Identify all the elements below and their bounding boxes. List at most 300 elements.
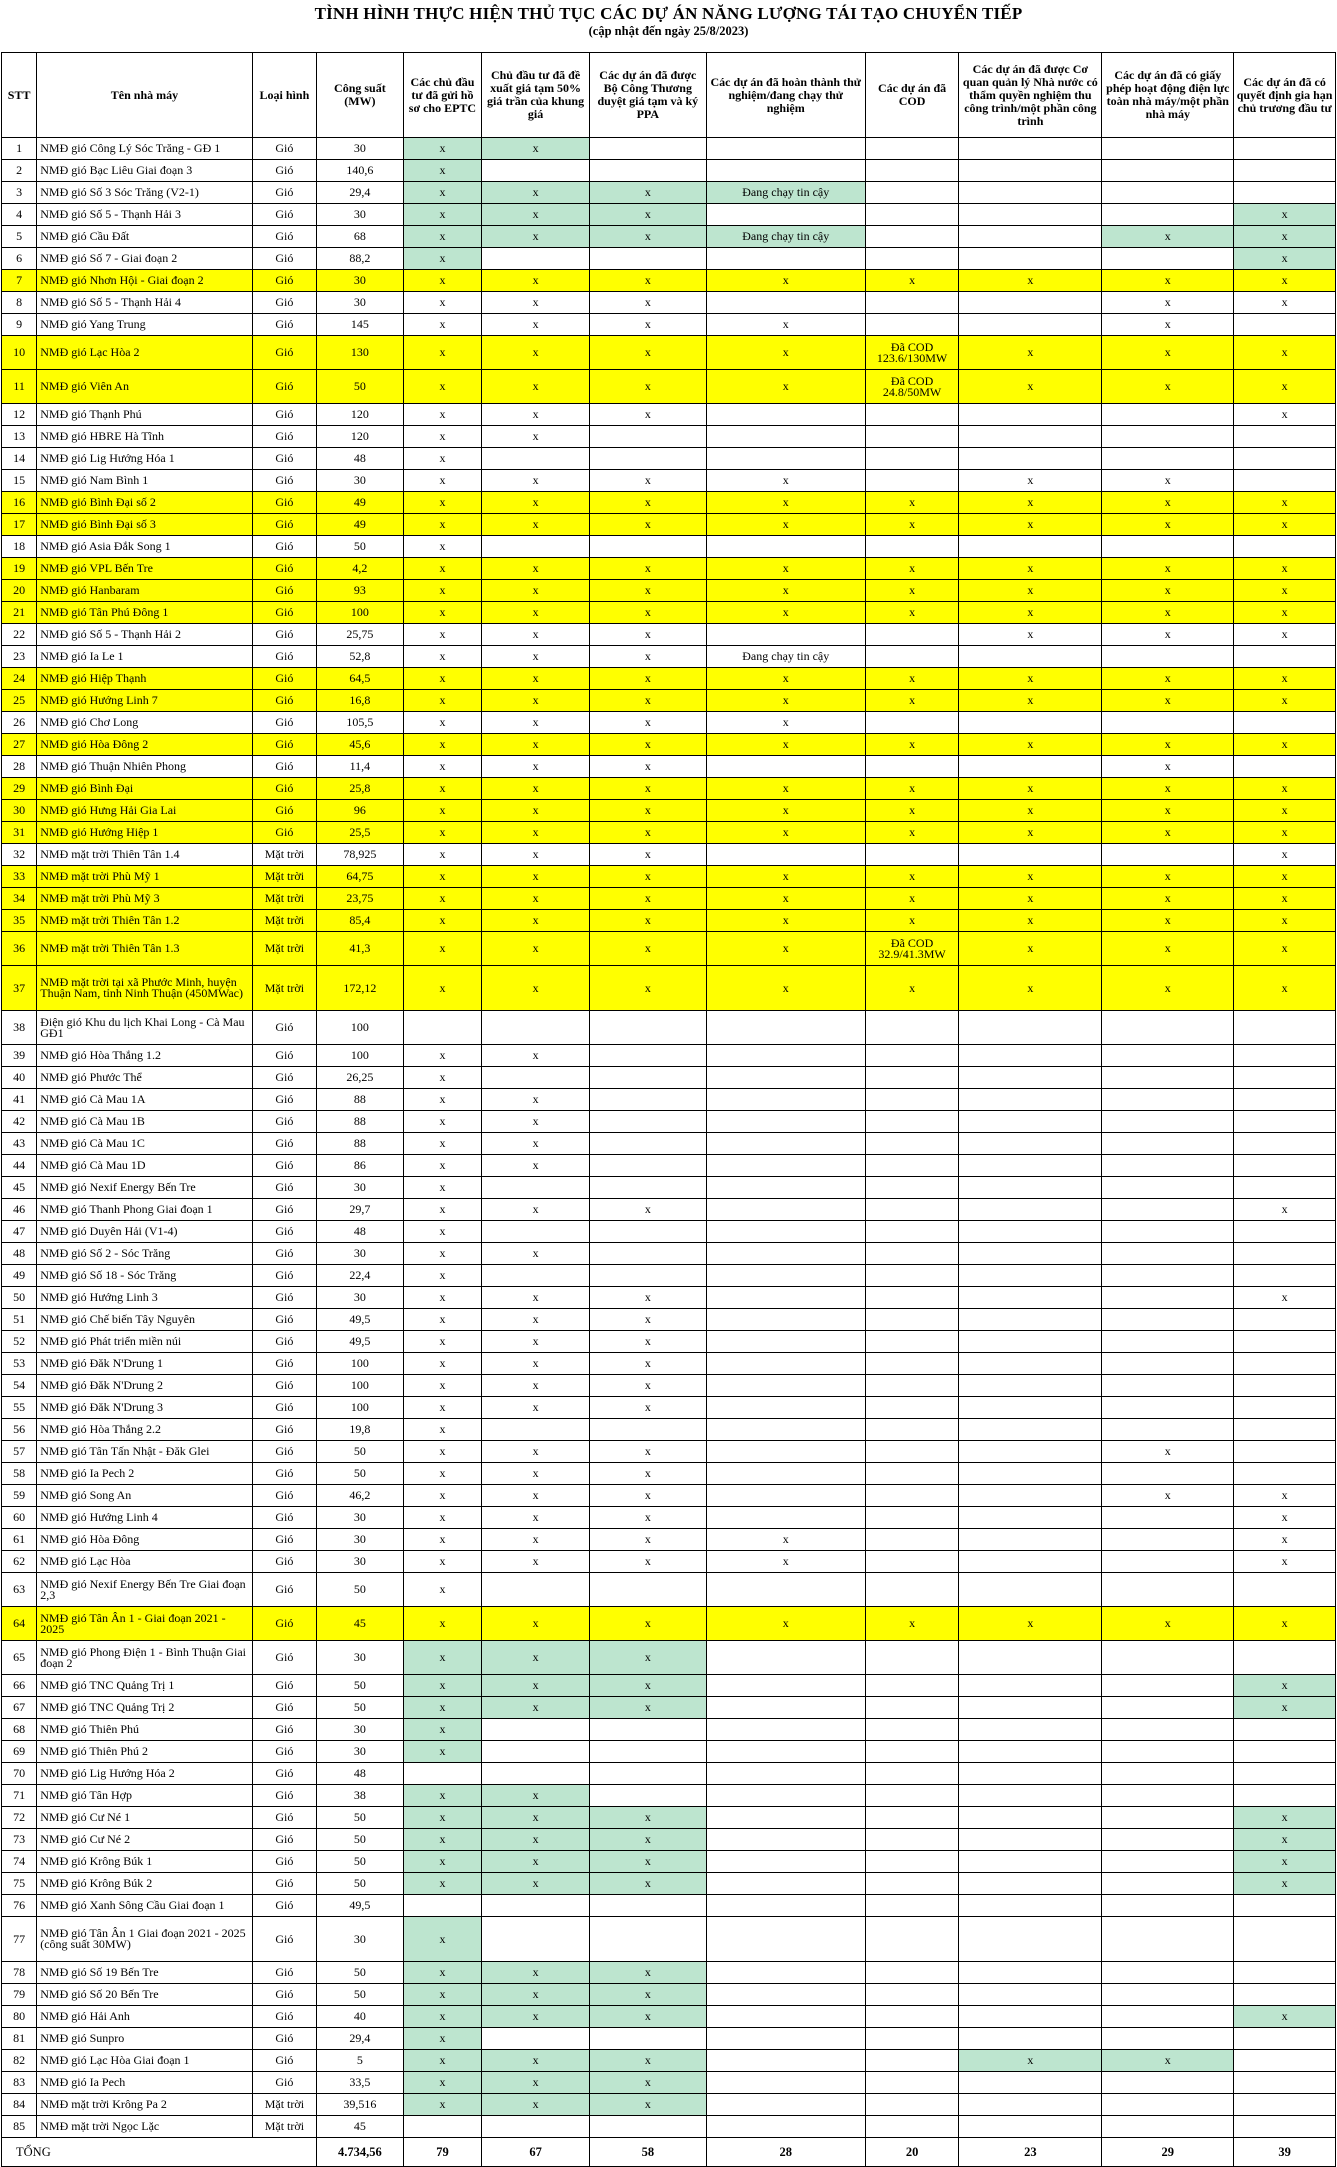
row-status-cell: x: [1234, 668, 1336, 690]
row-status-cell: x: [403, 1917, 482, 1962]
row-status-cell: Đã COD 123.6/130MW: [865, 336, 959, 370]
row-status-cell: x: [403, 1962, 482, 1984]
row-status-cell: [865, 1763, 959, 1785]
row-status-cell: x: [403, 1243, 482, 1265]
row-status-cell: x: [706, 690, 865, 712]
row-status-cell: x: [482, 844, 590, 866]
row-stt: 81: [2, 2028, 37, 2050]
row-status-cell: x: [589, 226, 706, 248]
row-status-cell: [959, 1397, 1102, 1419]
row-type: Gió: [252, 1675, 316, 1697]
row-capacity: 30: [317, 1741, 404, 1763]
row-stt: 30: [2, 800, 37, 822]
row-capacity: 50: [317, 1829, 404, 1851]
row-status-cell: [589, 2116, 706, 2138]
row-status-cell: x: [959, 778, 1102, 800]
table-row: [2, 1807, 1336, 1829]
row-status-cell: [959, 138, 1102, 160]
row-status-cell: [959, 1641, 1102, 1675]
row-type: Gió: [252, 1199, 316, 1221]
table-row: [2, 1011, 1336, 1045]
row-status-cell: [1102, 1873, 1234, 1895]
row-status-cell: x: [589, 668, 706, 690]
row-stt: 27: [2, 734, 37, 756]
row-status-cell: x: [1234, 1851, 1336, 1873]
row-status-cell: [959, 1177, 1102, 1199]
row-status-cell: x: [482, 1287, 590, 1309]
table-header-row: [2, 53, 1336, 138]
row-stt: 13: [2, 426, 37, 448]
row-status-cell: [1234, 1397, 1336, 1419]
row-status-cell: Đã COD 32.9/41.3MW: [865, 932, 959, 966]
row-status-cell: [403, 2116, 482, 2138]
row-status-cell: [706, 1463, 865, 1485]
row-status-cell: [482, 1895, 590, 1917]
row-status-cell: [865, 292, 959, 314]
row-status-cell: x: [1234, 558, 1336, 580]
row-status-cell: [1234, 1741, 1336, 1763]
row-status-cell: [959, 1067, 1102, 1089]
row-status-cell: [865, 1045, 959, 1067]
row-status-cell: x: [865, 514, 959, 536]
row-status-cell: [1102, 1419, 1234, 1441]
row-capacity: 52,8: [317, 646, 404, 668]
row-status-cell: x: [589, 800, 706, 822]
row-status-cell: x: [589, 624, 706, 646]
row-status-cell: x: [403, 624, 482, 646]
row-status-cell: x: [403, 1441, 482, 1463]
row-status-cell: x: [589, 1607, 706, 1641]
table-row: [2, 690, 1336, 712]
row-status-cell: x: [482, 646, 590, 668]
row-capacity: 50: [317, 1984, 404, 2006]
row-status-cell: [482, 1177, 590, 1199]
row-status-cell: x: [959, 966, 1102, 1011]
row-plant-name: NMĐ gió Xanh Sông Cầu Giai đoạn 1: [37, 1895, 252, 1917]
row-status-cell: [1102, 1133, 1234, 1155]
row-status-cell: [959, 2006, 1102, 2028]
row-status-cell: [865, 1111, 959, 1133]
row-status-cell: [706, 1199, 865, 1221]
row-status-cell: [959, 1011, 1102, 1045]
row-status-cell: x: [403, 734, 482, 756]
row-status-cell: x: [1102, 668, 1234, 690]
row-status-cell: x: [1234, 1199, 1336, 1221]
row-status-cell: x: [706, 492, 865, 514]
row-status-cell: [706, 1719, 865, 1741]
row-plant-name: NMĐ gió TNC Quảng Trị 2: [37, 1697, 252, 1719]
row-plant-name: NMĐ gió Công Lý Sóc Trăng - GĐ 1: [37, 138, 252, 160]
row-capacity: 40: [317, 2006, 404, 2028]
row-status-cell: [959, 1675, 1102, 1697]
row-stt: 61: [2, 1529, 37, 1551]
row-status-cell: [706, 536, 865, 558]
row-status-cell: [706, 1763, 865, 1785]
row-status-cell: x: [706, 888, 865, 910]
row-type: Gió: [252, 314, 316, 336]
row-type: Gió: [252, 336, 316, 370]
row-status-cell: [1102, 1829, 1234, 1851]
document-subtitle: (cập nhật đến ngày 25/8/2023): [588, 24, 749, 38]
row-status-cell: x: [589, 1641, 706, 1675]
row-status-cell: [959, 1851, 1102, 1873]
row-status-cell: [959, 1287, 1102, 1309]
row-status-cell: [865, 1265, 959, 1287]
row-type: Mặt trời: [252, 932, 316, 966]
row-type: Gió: [252, 1331, 316, 1353]
row-status-cell: x: [482, 1155, 590, 1177]
row-stt: 59: [2, 1485, 37, 1507]
row-status-cell: x: [403, 1309, 482, 1331]
row-capacity: 38: [317, 1785, 404, 1807]
row-status-cell: x: [403, 1287, 482, 1309]
row-stt: 33: [2, 866, 37, 888]
row-status-cell: x: [865, 778, 959, 800]
row-plant-name: NMĐ gió Số 20 Bến Tre: [37, 1984, 252, 2006]
row-status-cell: x: [403, 602, 482, 624]
row-status-cell: x: [403, 778, 482, 800]
row-status-cell: x: [482, 712, 590, 734]
row-type: Gió: [252, 1133, 316, 1155]
row-status-cell: [1102, 844, 1234, 866]
row-status-cell: [589, 1221, 706, 1243]
row-stt: 60: [2, 1507, 37, 1529]
row-capacity: 105,5: [317, 712, 404, 734]
row-status-cell: x: [482, 1397, 590, 1419]
row-status-cell: [959, 646, 1102, 668]
row-capacity: 30: [317, 1287, 404, 1309]
row-status-cell: [865, 1807, 959, 1829]
row-stt: 64: [2, 1607, 37, 1641]
row-stt: 32: [2, 844, 37, 866]
row-status-cell: [959, 204, 1102, 226]
row-status-cell: [706, 1331, 865, 1353]
row-type: Mặt trời: [252, 2116, 316, 2138]
row-plant-name: NMĐ gió Đăk N'Drung 3: [37, 1397, 252, 1419]
row-stt: 82: [2, 2050, 37, 2072]
row-status-cell: [865, 1485, 959, 1507]
row-status-cell: [1102, 1785, 1234, 1807]
row-status-cell: [706, 1917, 865, 1962]
total-row: [2, 2138, 1336, 2167]
row-status-cell: [589, 1155, 706, 1177]
row-status-cell: x: [1234, 844, 1336, 866]
row-status-cell: Đang chạy tin cậy: [706, 646, 865, 668]
row-status-cell: [959, 1697, 1102, 1719]
row-capacity: 50: [317, 1807, 404, 1829]
row-capacity: 64,75: [317, 866, 404, 888]
row-status-cell: x: [1234, 932, 1336, 966]
row-stt: 44: [2, 1155, 37, 1177]
row-status-cell: [865, 1641, 959, 1675]
row-status-cell: x: [403, 1375, 482, 1397]
row-capacity: 96: [317, 800, 404, 822]
row-stt: 31: [2, 822, 37, 844]
row-status-cell: [865, 1829, 959, 1851]
row-status-cell: x: [589, 646, 706, 668]
row-status-cell: [1234, 1011, 1336, 1045]
row-status-cell: x: [706, 800, 865, 822]
row-status-cell: [1234, 1463, 1336, 1485]
row-status-cell: [1234, 2094, 1336, 2116]
row-status-cell: x: [403, 800, 482, 822]
row-status-cell: x: [1234, 690, 1336, 712]
row-status-cell: x: [403, 182, 482, 204]
table-row: [2, 1243, 1336, 1265]
row-status-cell: [1102, 1551, 1234, 1573]
row-status-cell: x: [706, 932, 865, 966]
row-stt: 63: [2, 1573, 37, 1607]
row-status-cell: x: [482, 1111, 590, 1133]
row-status-cell: [589, 1741, 706, 1763]
row-status-cell: [706, 1807, 865, 1829]
total-count: 28: [706, 2138, 865, 2167]
table-row: [2, 1045, 1336, 1067]
row-status-cell: [706, 1873, 865, 1895]
row-status-cell: x: [589, 1397, 706, 1419]
row-stt: 77: [2, 1917, 37, 1962]
row-status-cell: [959, 1265, 1102, 1287]
row-status-cell: x: [482, 514, 590, 536]
row-plant-name: NMĐ gió Cư Né 2: [37, 1829, 252, 1851]
row-stt: 16: [2, 492, 37, 514]
row-status-cell: x: [403, 404, 482, 426]
row-status-cell: [706, 248, 865, 270]
row-plant-name: NMĐ gió Krông Búk 1: [37, 1851, 252, 1873]
row-status-cell: x: [1102, 690, 1234, 712]
table-row: [2, 1463, 1336, 1485]
table-row: [2, 1785, 1336, 1807]
table-row: [2, 1331, 1336, 1353]
row-plant-name: NMĐ mặt trời Krông Pa 2: [37, 2094, 252, 2116]
row-status-cell: x: [1102, 734, 1234, 756]
row-status-cell: [959, 160, 1102, 182]
row-status-cell: [1102, 160, 1234, 182]
row-status-cell: [589, 1089, 706, 1111]
row-status-cell: [865, 1089, 959, 1111]
row-type: Gió: [252, 536, 316, 558]
row-status-cell: [865, 314, 959, 336]
row-stt: 18: [2, 536, 37, 558]
row-status-cell: [959, 1507, 1102, 1529]
row-status-cell: x: [482, 1851, 590, 1873]
row-status-cell: x: [482, 734, 590, 756]
row-status-cell: [589, 1573, 706, 1607]
row-status-cell: x: [706, 336, 865, 370]
row-status-cell: [706, 404, 865, 426]
row-status-cell: x: [403, 1719, 482, 1741]
row-status-cell: x: [403, 1485, 482, 1507]
row-capacity: 50: [317, 1962, 404, 1984]
row-capacity: 30: [317, 292, 404, 314]
table-row: [2, 492, 1336, 514]
row-status-cell: Đang chạy tin cậy: [706, 182, 865, 204]
row-status-cell: x: [589, 182, 706, 204]
row-status-cell: [1234, 138, 1336, 160]
row-capacity: 29,4: [317, 2028, 404, 2050]
row-capacity: 100: [317, 602, 404, 624]
row-status-cell: x: [865, 580, 959, 602]
row-status-cell: [1234, 1641, 1336, 1675]
row-type: Gió: [252, 778, 316, 800]
row-status-cell: [1102, 1719, 1234, 1741]
row-type: Gió: [252, 800, 316, 822]
row-status-cell: [482, 1741, 590, 1763]
row-status-cell: [1102, 1463, 1234, 1485]
row-type: Gió: [252, 1984, 316, 2006]
row-plant-name: NMĐ gió Phong Điện 1 - Bình Thuận Giai đoạn 2: [37, 1641, 252, 1675]
table-row: [2, 404, 1336, 426]
row-plant-name: NMĐ gió Số 19 Bến Tre: [37, 1962, 252, 1984]
row-plant-name: NMĐ gió Bạc Liêu Giai đoạn 3: [37, 160, 252, 182]
row-status-cell: x: [1102, 778, 1234, 800]
row-type: Gió: [252, 558, 316, 580]
row-capacity: 50: [317, 1675, 404, 1697]
row-stt: 8: [2, 292, 37, 314]
row-stt: 76: [2, 1895, 37, 1917]
row-stt: 14: [2, 448, 37, 470]
row-capacity: 86: [317, 1155, 404, 1177]
row-plant-name: NMĐ gió Chế biến Tây Nguyên: [37, 1309, 252, 1331]
table-row: [2, 1607, 1336, 1641]
row-status-cell: [1102, 448, 1234, 470]
row-type: Gió: [252, 226, 316, 248]
row-type: Gió: [252, 448, 316, 470]
row-status-cell: x: [589, 314, 706, 336]
row-plant-name: NMĐ gió Hải Anh: [37, 2006, 252, 2028]
row-status-cell: [706, 1829, 865, 1851]
row-stt: 56: [2, 1419, 37, 1441]
table-row: [2, 966, 1336, 1011]
row-status-cell: [1234, 182, 1336, 204]
row-status-cell: [1102, 1763, 1234, 1785]
row-plant-name: NMĐ gió Ia Le 1: [37, 646, 252, 668]
row-status-cell: x: [1234, 800, 1336, 822]
row-status-cell: x: [482, 226, 590, 248]
row-capacity: 45: [317, 2116, 404, 2138]
row-plant-name: NMĐ gió Viên An: [37, 370, 252, 404]
row-status-cell: [589, 1067, 706, 1089]
row-status-cell: x: [1234, 1485, 1336, 1507]
row-status-cell: [865, 1309, 959, 1331]
row-status-cell: x: [1102, 370, 1234, 404]
row-status-cell: [865, 1397, 959, 1419]
row-status-cell: x: [959, 888, 1102, 910]
row-status-cell: [482, 1221, 590, 1243]
row-status-cell: x: [1102, 800, 1234, 822]
row-status-cell: x: [403, 844, 482, 866]
row-status-cell: [589, 1895, 706, 1917]
row-plant-name: NMĐ gió Hòa Thắng 1.2: [37, 1045, 252, 1067]
total-label: TỔNG: [2, 2138, 317, 2167]
table-row: [2, 1851, 1336, 1873]
row-capacity: 50: [317, 370, 404, 404]
row-stt: 40: [2, 1067, 37, 1089]
row-plant-name: NMĐ gió Phước Thể: [37, 1067, 252, 1089]
row-status-cell: [1102, 1917, 1234, 1962]
row-type: Gió: [252, 1309, 316, 1331]
row-status-cell: x: [589, 292, 706, 314]
table-row: [2, 580, 1336, 602]
total-count: 79: [403, 2138, 482, 2167]
row-status-cell: [1234, 1917, 1336, 1962]
row-status-cell: x: [482, 2050, 590, 2072]
row-status-cell: [1102, 1177, 1234, 1199]
row-status-cell: [706, 1573, 865, 1607]
total-count: 23: [959, 2138, 1102, 2167]
row-status-cell: x: [482, 800, 590, 822]
table-row: [2, 1551, 1336, 1573]
row-status-cell: x: [1102, 866, 1234, 888]
row-status-cell: [959, 1309, 1102, 1331]
row-status-cell: x: [403, 1419, 482, 1441]
row-status-cell: x: [959, 492, 1102, 514]
row-status-cell: x: [403, 1331, 482, 1353]
row-status-cell: x: [589, 514, 706, 536]
row-status-cell: [865, 624, 959, 646]
row-status-cell: [706, 2006, 865, 2028]
table-row: [2, 1507, 1336, 1529]
row-type: Mặt trời: [252, 888, 316, 910]
row-stt: 39: [2, 1045, 37, 1067]
row-status-cell: [865, 1011, 959, 1045]
row-status-cell: [959, 1719, 1102, 1741]
row-status-cell: x: [1102, 910, 1234, 932]
row-status-cell: x: [589, 910, 706, 932]
row-plant-name: NMĐ gió Thuận Nhiên Phong: [37, 756, 252, 778]
row-status-cell: [706, 1265, 865, 1287]
row-status-cell: x: [403, 492, 482, 514]
table-row: [2, 1741, 1336, 1763]
row-status-cell: x: [403, 1089, 482, 1111]
row-status-cell: [959, 1441, 1102, 1463]
row-status-cell: [706, 2028, 865, 2050]
row-status-cell: [865, 204, 959, 226]
row-status-cell: x: [1234, 226, 1336, 248]
row-stt: 5: [2, 226, 37, 248]
row-stt: 68: [2, 1719, 37, 1741]
row-status-cell: [1102, 1265, 1234, 1287]
row-type: Mặt trời: [252, 866, 316, 888]
table-row: [2, 1485, 1336, 1507]
row-status-cell: x: [1102, 1441, 1234, 1463]
table-row: [2, 1221, 1336, 1243]
row-type: Gió: [252, 580, 316, 602]
row-stt: 23: [2, 646, 37, 668]
row-plant-name: NMĐ gió Ia Pech 2: [37, 1463, 252, 1485]
row-type: Gió: [252, 690, 316, 712]
row-status-cell: [1102, 1807, 1234, 1829]
header-plant-name: Tên nhà máy: [37, 53, 252, 138]
row-capacity: 30: [317, 1551, 404, 1573]
row-stt: 41: [2, 1089, 37, 1111]
row-stt: 46: [2, 1199, 37, 1221]
row-status-cell: x: [482, 1243, 590, 1265]
row-plant-name: NMĐ gió Hòa Đông: [37, 1529, 252, 1551]
row-status-cell: [706, 1177, 865, 1199]
row-status-cell: x: [1102, 314, 1234, 336]
row-status-cell: x: [706, 866, 865, 888]
table-row: [2, 1873, 1336, 1895]
row-status-cell: x: [589, 1485, 706, 1507]
row-status-cell: x: [589, 1463, 706, 1485]
table-row: [2, 1177, 1336, 1199]
row-capacity: 50: [317, 1697, 404, 1719]
row-status-cell: x: [589, 966, 706, 1011]
row-status-cell: [706, 1785, 865, 1807]
row-capacity: 41,3: [317, 932, 404, 966]
row-type: Gió: [252, 1265, 316, 1287]
